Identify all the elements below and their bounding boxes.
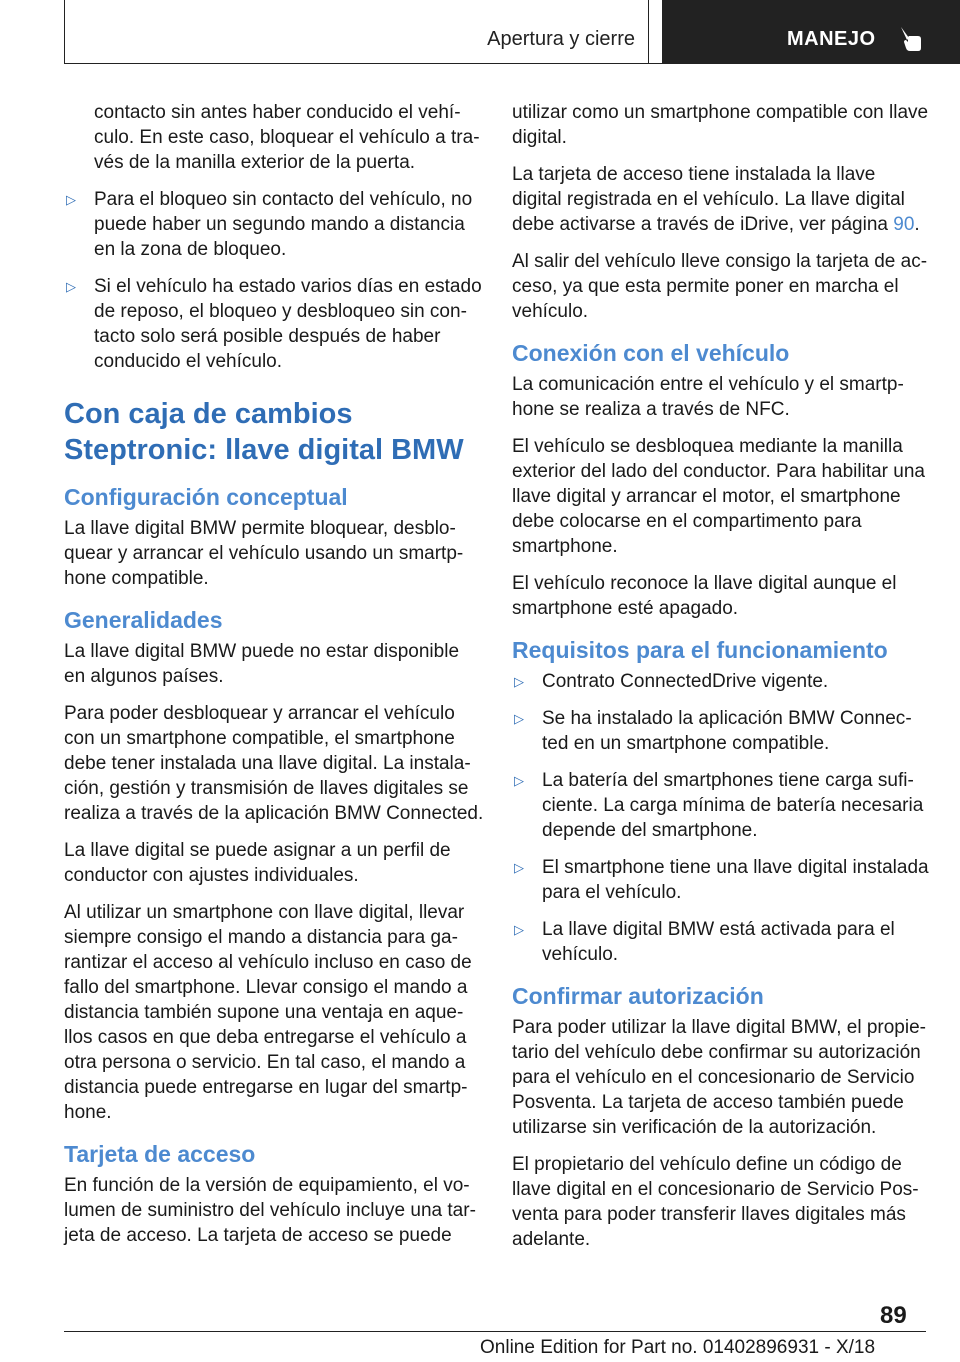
header-rule-mid: [648, 0, 649, 64]
subsection-heading: Tarjeta de acceso: [64, 1141, 256, 1167]
list-item-text: La llave digital BMW está activada para el vehículo.: [542, 919, 895, 965]
triangle-bullet-icon: ▷: [514, 773, 524, 788]
right-column: [512, 100, 930, 1264]
list-item-text: Contrato ConnectedDrive vigente.: [542, 671, 829, 692]
section-heading: Con caja de cambios Steptronic: llave digital BMW: [64, 398, 464, 466]
list-item-text: Si el vehículo ha estado varios días en estado de reposo, el bloqueo y desbloqueo sin contacto solo será posible después de haber conducido el vehículo.: [94, 276, 482, 372]
triangle-bullet-icon: ▷: [514, 922, 524, 937]
list-item-text: El smartphone tiene una llave digital instalada para el vehículo.: [542, 857, 929, 903]
paragraph: Para poder utilizar la llave digital BMW, el propietario del vehículo debe confirmar su autorización para el vehículo en el concesionario de Servicio Posventa. La tarjeta de acceso también puede utilizarse sin verificación de la autorización.: [512, 1017, 926, 1138]
paragraph-text: .: [914, 214, 920, 235]
paragraph: La llave digital se puede asignar a un perfil de conductor con ajustes individuales.: [64, 840, 451, 886]
paragraph: contacto sin antes haber conducido el vehículo. En este caso, bloquear el vehículo a través de la manilla exterior de la puerta.: [94, 102, 480, 173]
chapter-tab-label: MANEJO: [787, 28, 876, 50]
footer-edition: Online Edition for Part no. 01402896931 - X/18: [480, 1337, 876, 1358]
paragraph: La llave digital BMW puede no estar disponible en algunos países.: [64, 641, 460, 687]
header-rule-left: [64, 0, 65, 64]
header-rule-bottom: [64, 63, 662, 64]
list-item: [512, 917, 930, 967]
chapter-tab[interactable]: [662, 0, 960, 64]
paragraph: El vehículo reconoce la llave digital aunque el smartphone esté apagado.: [512, 573, 897, 619]
header-section-title[interactable]: Apertura y cierre: [487, 28, 635, 50]
list-item-text: Se ha instalado la aplicación BMW Connected en un smartphone compatible.: [542, 708, 912, 754]
list-item-text: Para el bloqueo sin contacto del vehículo, no puede haber un segundo mando a distancia en la zona de bloqueo.: [94, 189, 473, 260]
triangle-bullet-icon: ▷: [66, 192, 76, 207]
paragraph: [512, 162, 930, 237]
paragraph: La comunicación entre el vehículo y el smartphone se realiza a través de NFC.: [512, 374, 904, 420]
page-reference-link[interactable]: 90: [893, 214, 915, 235]
list-item: [512, 768, 930, 843]
paragraph: Al utilizar un smartphone con llave digital, llevar siempre consigo el mando a distancia para garantizar el acceso al vehículo incluso en caso de fallo del smartphone. Llevar consigo el mando a distancia también supone una ventaja en aquellos casos en que deba entregarse el vehículo a otra persona o servicio. En tal caso, el mando a distancia puede entregarse en lugar del smartphone.: [64, 902, 472, 1123]
page-number: 89: [880, 1302, 907, 1329]
subsection-heading: Generalidades: [64, 607, 223, 633]
paragraph: utilizar como un smartphone compatible con llave digital.: [512, 102, 929, 148]
paragraph: Para poder desbloquear y arrancar el vehículo con un smartphone compatible, el smartphone debe tener instalada una llave digital. La instalación, gestión y transmisión de llaves digitales se realiza a través de la aplicación BMW Connected.: [64, 703, 484, 824]
left-column: [64, 100, 484, 1260]
triangle-bullet-icon: ▷: [66, 279, 76, 294]
paragraph: En función de la versión de equipamiento, el volumen de suministro del vehículo incluye una tarjeta de acceso. La tarjeta de acceso se puede: [64, 1175, 476, 1246]
paragraph: La llave digital BMW permite bloquear, desbloquear y arrancar el vehículo usando un smartphone compatible.: [64, 518, 464, 589]
triangle-bullet-icon: ▷: [514, 860, 524, 875]
footer-rule: [64, 1331, 926, 1332]
hand-pointer-icon: [896, 24, 926, 54]
paragraph: Al salir del vehículo lleve consigo la tarjeta de acceso, ya que esta permite poner en marcha el vehículo.: [512, 251, 928, 322]
triangle-bullet-icon: ▷: [514, 711, 524, 726]
paragraph: El propietario del vehículo define un código de llave digital en el concesionario de Servicio Posventa para poder transferir llaves digitales más adelante.: [512, 1154, 919, 1250]
list-item: [512, 706, 930, 756]
list-item: [64, 187, 484, 262]
paragraph: El vehículo se desbloquea mediante la manilla exterior del lado del conductor. Para habilitar una llave digital y arrancar el motor, el smartphone debe colocarse en el compartimento para smartphone.: [512, 436, 925, 557]
bullet-list: [512, 669, 930, 967]
list-item: [64, 274, 484, 374]
list-item-text: La batería del smartphones tiene carga suficiente. La carga mínima de batería necesaria depende del smartphone.: [542, 770, 924, 841]
subsection-heading: Confirmar autorización: [512, 983, 764, 1009]
triangle-bullet-icon: ▷: [514, 674, 524, 689]
subsection-heading: Requisitos para el funcionamiento: [512, 637, 888, 663]
bullet-list: [64, 187, 484, 374]
list-item: [512, 855, 930, 905]
paragraph-text: La tarjeta de acceso tiene instalada la llave digital registrada en el vehículo. La llave digital debe activarse a través de iDrive, ver página: [512, 164, 905, 235]
list-item: [512, 669, 930, 694]
subsection-heading: Conexión con el vehículo: [512, 340, 790, 366]
subsection-heading: Configuración conceptual: [64, 484, 348, 510]
